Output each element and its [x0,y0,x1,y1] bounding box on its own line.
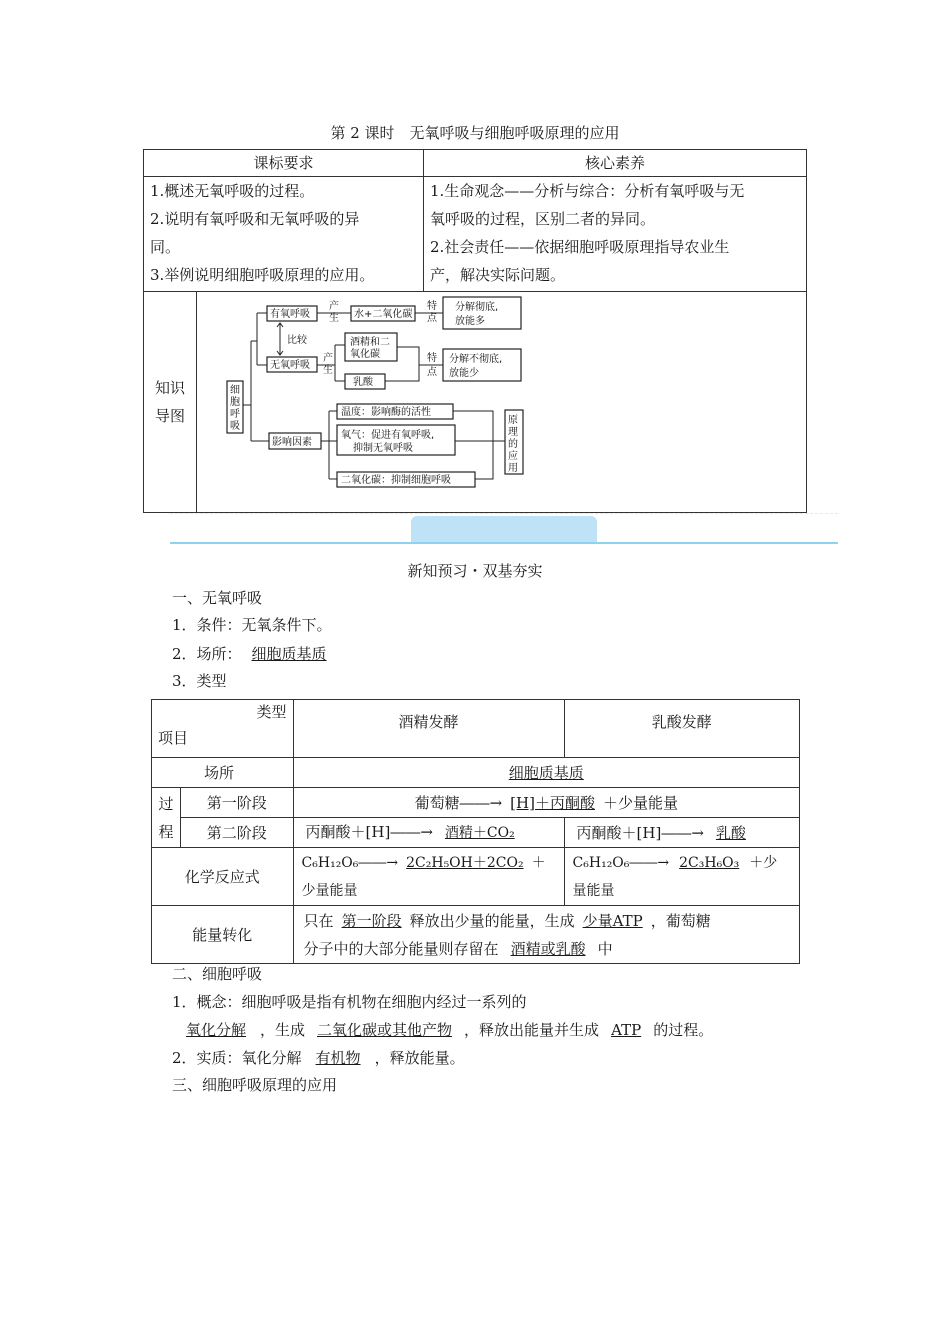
answer-blank: 2C₃H₆O₃ [679,854,740,871]
answer-blank: 酒精或乳酸 [510,939,586,958]
competency-line: 2.社会责任——依据细胞呼吸原理指导农业生 [430,238,730,256]
banner-dash [170,513,838,514]
section-heading: 一、无氧呼吸 [172,589,263,607]
requirement-line: 2.说明有氧呼吸和无氧呼吸的异 [150,210,360,228]
header-curriculum: 课标要求 [144,150,424,177]
aerobic-node: 有氧呼吸 [270,309,310,320]
svg-text:特: 特 [427,301,437,312]
row-energy: 能量转化 [152,906,294,964]
factor-temperature: 温度：影响酶的活性 [341,407,431,418]
svg-text:特: 特 [427,353,437,364]
banner-tab [411,516,597,543]
row-formula: 化学反应式 [152,848,294,906]
svg-text:放能多: 放能多 [455,316,485,327]
answer-blank: ATP [611,1021,642,1039]
root-char: 呼 [230,409,240,420]
knowledge-map-cell [197,292,807,513]
svg-text:产: 产 [323,353,333,364]
svg-text:抑制无氧呼吸: 抑制无氧呼吸 [353,443,413,454]
answer-blank: 少量ATP [582,911,643,930]
type-label: 类型 [256,703,287,721]
core-competencies [424,177,807,292]
competency-line: 1.生命观念——分析与综合：分析有氧呼吸与无 [430,182,745,200]
concept-line: 1．概念：细胞呼吸是指有机物在细胞内经过一系列的 [172,993,527,1011]
stage-one-cell: 葡萄糖――→ [H]＋丙酮酸 ＋少量能量 [293,788,799,818]
knowledge-mind-map [223,293,563,488]
stage-one-label: 第一阶段 [181,788,294,818]
diagonal-header-cell [152,700,294,758]
anaerobic-feature: 分解不彻底, [449,354,503,365]
answer-blank: 有机物 [315,1049,361,1067]
formula-alcohol: C₆H₁₂O₆――→ 2C₂H₅OH＋2CO₂ ＋ 少量能量 [293,848,564,906]
row-process: 过 程 [152,788,181,848]
competency-line: 产，解决实际问题。 [430,266,566,284]
root-char: 胞 [230,397,240,408]
root-char: 吸 [230,421,240,432]
svg-text:产: 产 [329,301,339,312]
section-heading: 三、细胞呼吸原理的应用 [172,1076,338,1094]
answer-blank: 细胞质基质 [251,645,327,663]
answer-blank: 2C₂H₅OH＋2CO₂ [406,854,524,871]
svg-text:生: 生 [329,313,339,324]
section-heading: 二、细胞呼吸 [172,965,263,983]
page-title: 第 2 课时 无氧呼吸与细胞呼吸原理的应用 [330,124,620,142]
answer-blank: 乳酸 [715,823,746,842]
banner-line [170,542,838,544]
answer-blank: 细胞质基质 [508,763,584,782]
application-char: 应 [508,451,518,462]
type-line: 3．类型 [172,672,227,690]
aerobic-feature: 分解彻底, [455,302,499,313]
answer-blank: 氧化分解 [186,1021,247,1039]
root-char: 细 [230,385,240,396]
curriculum-requirements [144,177,424,292]
concept-line-2: 氧化分解 ，生成 二氧化碳或其他产物 ，释放出能量并生成 ATP 的过程。 [172,1020,713,1040]
requirement-line: 1.概述无氧呼吸的过程。 [150,182,315,200]
col-lactic-fermentation: 乳酸发酵 [564,700,799,758]
answer-blank: 第一阶段 [341,911,402,930]
stage-two-label: 第二阶段 [181,818,294,848]
condition-line: 1．条件：无氧条件下。 [172,616,332,634]
aerobic-product: 水+二氧化碳 [354,309,413,320]
requirement-line: 同。 [150,238,181,256]
fermentation-table [151,699,800,964]
factors-node: 影响因素 [272,437,312,448]
requirement-line: 3.举例说明细胞呼吸原理的应用。 [150,266,375,284]
factor-co2: 二氧化碳：抑制细胞呼吸 [341,475,451,486]
svg-text:氧化碳: 氧化碳 [350,349,380,360]
answer-blank: 二氧化碳或其他产物 [317,1021,453,1039]
application-char: 用 [508,463,518,474]
svg-text:生: 生 [323,365,333,376]
row-site: 场所 [152,758,294,788]
application-char: 理 [508,427,518,438]
col-alcohol-fermentation: 酒精发酵 [293,700,564,758]
knowledge-map-label: 知识 导图 [144,292,197,513]
site-line: 2．场所： 细胞质基质 [172,644,337,664]
factor-oxygen: 氧气：促进有氧呼吸, [341,430,435,441]
application-char: 的 [508,439,518,450]
essence-line: 2．实质：氧化分解 有机物 ，释放能量。 [172,1049,465,1067]
svg-text:点: 点 [427,313,437,324]
answer-blank: [H]＋丙酮酸 [510,793,595,812]
objectives-table [143,149,807,513]
compare-label: 比较 [287,335,307,346]
site-cell [293,758,799,788]
item-label: 项目 [158,729,189,747]
lactic-product: 乳酸 [353,377,373,388]
competency-line: 氧呼吸的过程，区别二者的异同。 [430,210,656,228]
answer-blank: 酒精＋CO₂ [444,825,515,841]
svg-text:点: 点 [427,367,437,378]
application-char: 原 [508,415,518,426]
stage-two-lactic: 丙酮酸＋[H]――→ 乳酸 [564,818,799,848]
energy-cell: 只在 第一阶段 释放出少量的能量，生成 少量ATP ，葡萄糖 分子中的大部分能量则存留在 酒精或乳酸 中 [293,906,799,964]
formula-lactic: C₆H₁₂O₆――→ 2C₃H₆O₃ ＋少 量能量 [564,848,799,906]
anaerobic-node: 无氧呼吸 [270,360,310,371]
svg-text:放能少: 放能少 [449,368,479,379]
stage-two-alcohol: 丙酮酸＋[H]――→ 酒精＋CO₂ [293,818,564,848]
header-competency: 核心素养 [424,150,807,177]
alcohol-product: 酒精和二 [350,337,390,348]
section-banner-title: 新知预习・双基夯实 [407,562,543,580]
